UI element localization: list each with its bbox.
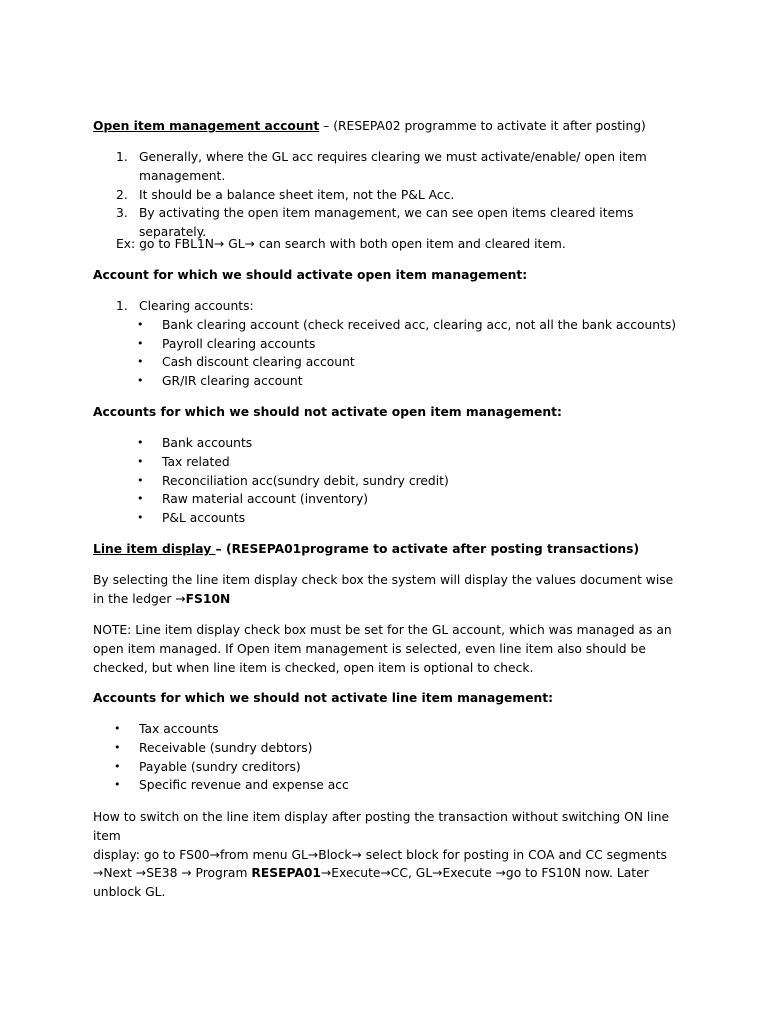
list-item: • Payable (sundry creditors) xyxy=(93,758,678,777)
bullet-icon: • xyxy=(137,492,144,506)
list-item: • Raw material account (inventory) xyxy=(93,490,678,509)
arrow-icon: → xyxy=(213,237,225,251)
open-item-title-suffix: – (RESEPA02 programme to activate it after posting) xyxy=(319,119,646,133)
bullet-icon: • xyxy=(137,454,144,468)
line-item-title: Line item display xyxy=(93,542,216,556)
list-item: • Specific revenue and expense acc xyxy=(93,776,678,795)
list-item: • Tax accounts xyxy=(93,720,678,739)
list-item: 1. Clearing accounts: xyxy=(116,299,254,313)
arrow-icon: → xyxy=(175,591,186,606)
not-activate-heading: Accounts for which we should not activate open item management: xyxy=(93,405,562,419)
activate-heading: Account for which we should activate open item management: xyxy=(93,268,528,282)
arrow-icon: → xyxy=(380,866,391,881)
list-item: 1. Generally, where the GL acc requires clearing we must activate/enable/ open item management. xyxy=(116,150,647,183)
list-item: • Cash discount clearing account xyxy=(93,353,678,372)
arrow-icon: → xyxy=(320,866,332,881)
list-item: • Receivable (sundry debtors) xyxy=(93,739,678,758)
line-item-not-activate-heading: Accounts for which we should not activate line item management: xyxy=(93,691,554,705)
arrow-icon: → xyxy=(93,866,104,881)
arrow-icon: → xyxy=(209,847,220,862)
bullet-icon: • xyxy=(137,317,144,331)
not-activate-list xyxy=(93,434,678,528)
open-item-title: Open item management account xyxy=(93,119,320,133)
line-item-title-line xyxy=(93,540,678,559)
list-item: • Bank accounts xyxy=(93,434,678,453)
bullet-icon: • xyxy=(114,740,121,754)
list-item: • GR/IR clearing account xyxy=(93,372,678,391)
section-open-item-title-line xyxy=(93,117,678,136)
arrow-icon: → xyxy=(307,847,319,862)
list-item: 3. By activating the open item management, we can see open items cleared items separately. xyxy=(116,206,634,240)
bullet-icon: • xyxy=(137,355,144,369)
bullet-icon: • xyxy=(137,511,144,525)
example-line: Ex: go to FBL1N→ GL→ can search with both open item and cleared item. xyxy=(116,235,701,254)
note-paragraph: NOTE: Line item display check box must be set for the GL account, which was managed as an open item managed. If Open item management is selected, even line item also should be checked, but when line item is checked, open item is optional to check. xyxy=(93,623,672,675)
bullet-icon: • xyxy=(137,336,144,350)
bullet-icon: • xyxy=(114,759,121,773)
arrow-icon: → xyxy=(244,237,255,251)
activate-list xyxy=(93,297,678,391)
arrow-icon: → xyxy=(135,866,147,881)
bullet-icon: • xyxy=(137,374,144,388)
line-item-title-suffix: – (RESEPA01programe to activate after posting transactions) xyxy=(215,542,640,556)
open-item-numbered-list xyxy=(93,148,678,242)
bullet-icon: • xyxy=(137,473,144,487)
list-item: 2. It should be a balance sheet item, not the P&L Acc. xyxy=(116,187,455,202)
line-item-paragraph: By selecting the line item display check box the system will display the values document wise in the ledger →FS10N xyxy=(93,571,678,609)
list-item: • Bank clearing account (check received acc, clearing acc, not all the bank accounts) xyxy=(93,316,678,335)
bullet-icon: • xyxy=(137,436,144,449)
bullet-icon: • xyxy=(114,722,121,735)
arrow-icon: → xyxy=(432,866,443,881)
list-item: • Reconciliation acc(sundry debit, sundry credit) xyxy=(93,472,678,491)
arrow-icon: → xyxy=(495,866,506,881)
line-item-not-activate-list xyxy=(93,720,678,795)
bullet-icon: • xyxy=(114,778,121,792)
list-item: • Tax related xyxy=(93,453,678,472)
arrow-icon: → xyxy=(181,866,192,881)
switch-on-paragraph: How to switch on the line item display after posting the transaction without switching ON line item display: go to FS00→from menu GL→Block→ select block for posting in COA and CC segments →Next →SE38 → Program RESEPA01→Execute→CC, GL→Execute →go to FS10N now. Later unblock GL. xyxy=(93,810,670,900)
list-item: • P&L accounts xyxy=(93,509,678,528)
arrow-icon: → xyxy=(351,847,362,862)
list-item: • Payroll clearing accounts xyxy=(93,335,678,354)
